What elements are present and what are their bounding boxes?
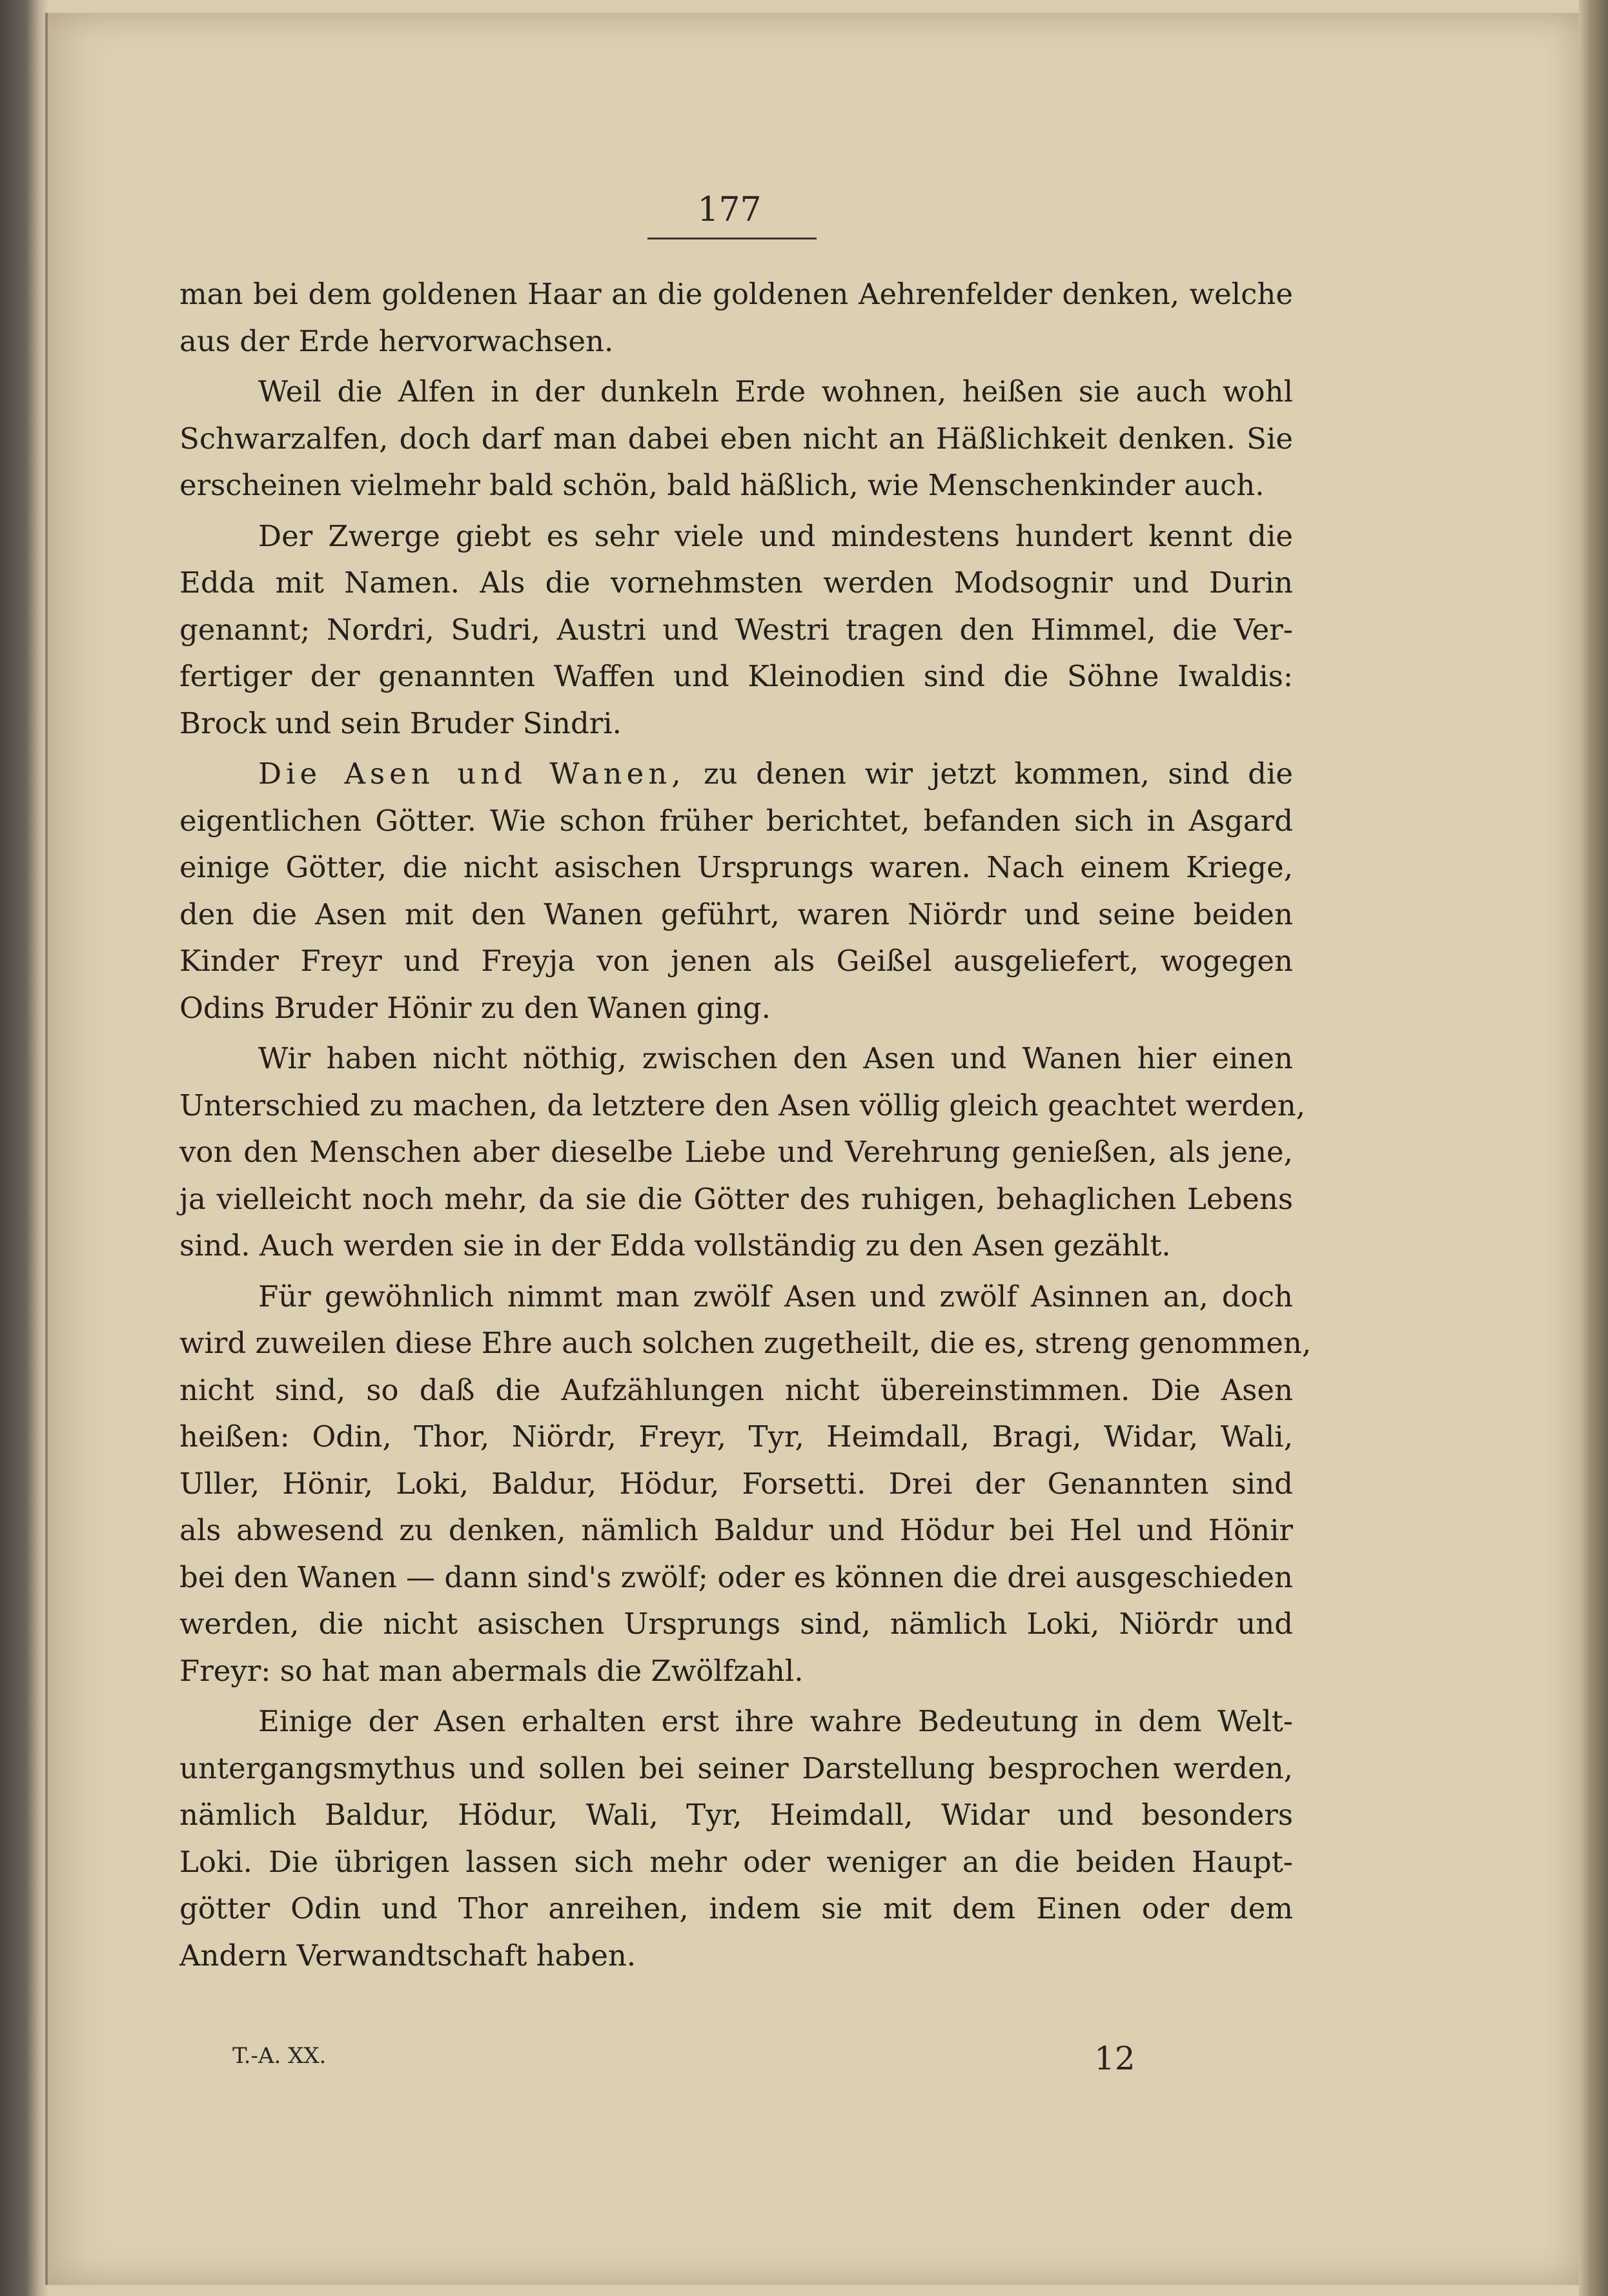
text-line: einige Götter, die nicht asischen Ursprungs waren. Nach einem Kriege, <box>179 850 1293 884</box>
text-line: Unterschied zu machen, da letztere den Asen völlig gleich geachtet werden, <box>179 1088 1306 1123</box>
text-line: Schwarzalfen, doch darf man dabei eben nicht an Häßlichkeit denken. Sie <box>179 421 1293 456</box>
text-line: Der Zwerge giebt es sehr viele und mindestens hundert kennt die <box>258 518 1293 553</box>
footer-sheet-number: 12 <box>1094 2040 1135 2077</box>
text-line: Edda mit Namen. Als die vornehmsten werden Modsognir und Durin <box>179 565 1293 600</box>
text-line: götter Odin und Thor anreihen, indem sie mit dem Einen oder dem <box>179 1891 1293 1925</box>
text-line: nämlich Baldur, Hödur, Wali, Tyr, Heimdall, Widar und besonders <box>179 1798 1293 1832</box>
text-line: Odins Bruder Hönir zu den Wanen ging. <box>179 990 771 1025</box>
text-line: genannt; Nordri, Sudri, Austri und Westri tragen den Himmel, die Ver- <box>179 612 1293 647</box>
spaced-lead: Die Asen und Wanen, <box>258 757 686 791</box>
text-line: heißen: Odin, Thor, Niördr, Freyr, Tyr, Heimdall, Bragi, Widar, Wali, <box>179 1419 1293 1454</box>
paragraph-5 <box>179 1035 1306 1270</box>
text-line: fertiger der genannten Waffen und Kleinodien sind die Söhne Iwaldis: <box>179 659 1293 693</box>
text-line: Weil die Alfen in der dunkeln Erde wohnen, heißen sie auch wohl <box>258 374 1293 409</box>
footer-signature-mark: T.-A. XX. <box>232 2043 327 2069</box>
text-line: bei den Wanen — dann sind's zwölf; oder es können die drei ausgeschieden <box>179 1559 1293 1594</box>
lead-rest: zu denen wir jetzt kommen, sind die <box>685 757 1293 791</box>
text-line: Andern Verwandtschaft haben. <box>179 1938 636 1973</box>
body-text <box>179 271 1312 1983</box>
text-line: sind. Auch werden sie in der Edda vollständig zu den Asen gezählt. <box>179 1228 1171 1263</box>
text-line: Für gewöhnlich nimmt man zwölf Asen und zwölf Asinnen an, doch <box>258 1279 1293 1314</box>
text-line: von den Menschen aber dieselbe Liebe und Verehrung genießen, als jene, <box>179 1135 1293 1169</box>
text-line: Uller, Hönir, Loki, Baldur, Hödur, Forsetti. Drei der Genannten sind <box>179 1466 1293 1501</box>
page-number: 177 <box>697 190 762 229</box>
text-line: man bei dem goldenen Haar an die goldenen Aehrenfelder denken, welche <box>179 277 1293 311</box>
text-line: untergangsmythus und sollen bei seiner Darstellung besprochen werden, <box>179 1751 1293 1785</box>
text-line: den die Asen mit den Wanen geführt, waren Niördr und seine beiden <box>179 897 1293 931</box>
text-line: nicht sind, so daß die Aufzählungen nicht übereinstimmen. Die Asen <box>179 1372 1293 1407</box>
text-line: wird zuweilen diese Ehre auch solchen zugetheilt, die es, streng genommen, <box>179 1326 1312 1360</box>
text-line: eigentlichen Götter. Wie schon früher berichtet, befanden sich in Asgard <box>179 803 1293 838</box>
text-line: ja vielleicht noch mehr, da sie die Götter des ruhigen, behaglichen Lebens <box>179 1181 1293 1216</box>
text-line <box>179 751 1293 798</box>
paragraph-1 <box>179 271 1293 365</box>
text-line: Loki. Die übrigen lassen sich mehr oder weniger an die beiden Haupt- <box>179 1844 1293 1879</box>
text-line: erscheinen vielmehr bald schön, bald häßlich, wie Menschenkinder auch. <box>179 468 1265 502</box>
text-line: Einige der Asen erhalten erst ihre wahre Bedeutung in dem Welt- <box>258 1704 1293 1738</box>
text-line: als abwesend zu denken, nämlich Baldur und Hödur bei Hel und Hönir <box>179 1513 1293 1547</box>
paragraph-2 <box>179 369 1293 509</box>
page-number-rule <box>647 238 817 239</box>
paragraph-6 <box>179 1274 1312 1695</box>
paragraph-3 <box>179 513 1293 747</box>
text-line: Kinder Freyr und Freyja von jenen als Geißel ausgeliefert, wogegen <box>179 944 1293 978</box>
text-line: Freyr: so hat man abermals die Zwölfzahl. <box>179 1653 804 1688</box>
paragraph-7 <box>179 1698 1293 1979</box>
text-line: aus der Erde hervorwachsen. <box>179 323 614 358</box>
text-line: werden, die nicht asischen Ursprungs sind, nämlich Loki, Niördr und <box>179 1607 1293 1641</box>
text-line: Wir haben nicht nöthig, zwischen den Asen und Wanen hier einen <box>258 1041 1293 1075</box>
text-line: Brock und sein Bruder Sindri. <box>179 706 622 740</box>
paragraph-4 <box>179 751 1293 1031</box>
book-spine-edge <box>1579 0 1608 2296</box>
